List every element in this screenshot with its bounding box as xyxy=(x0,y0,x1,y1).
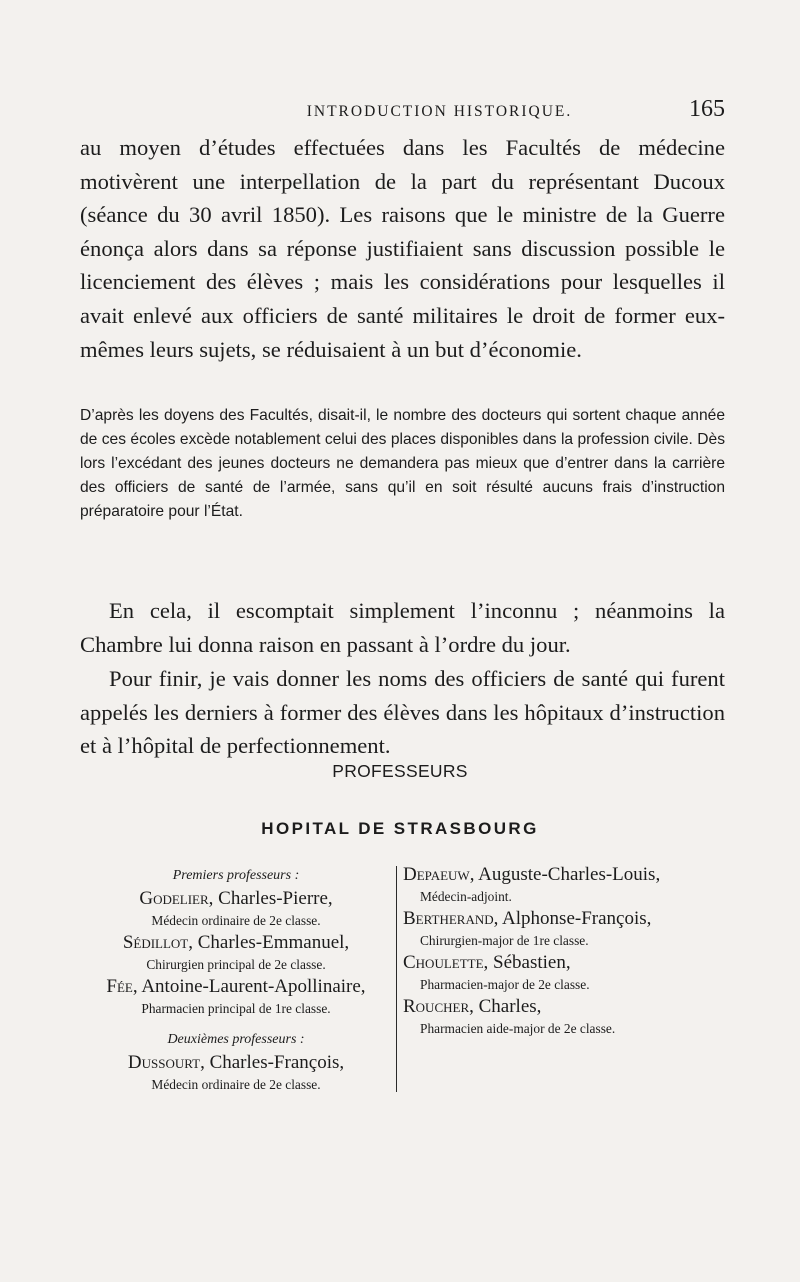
list-item xyxy=(80,1052,392,1096)
list-item xyxy=(400,908,730,952)
person-role: Médecin ordinaire de 2e classe. xyxy=(151,1077,321,1092)
first-professors-heading: Premiers professeurs : xyxy=(172,868,300,883)
person-given-names: , Charles-Emmanuel, xyxy=(188,932,350,953)
person-surname: Dussourt xyxy=(127,1052,201,1073)
right-column xyxy=(400,864,730,1040)
list-item xyxy=(400,864,730,908)
person-given-names: , Sébastien, xyxy=(483,952,571,973)
left-column xyxy=(80,864,392,1096)
person-given-names: , Auguste-Charles-Louis, xyxy=(469,864,661,885)
person-role: Médecin ordinaire de 2e classe. xyxy=(151,913,321,928)
person-surname: Fée xyxy=(106,976,133,997)
person-role: Chirurgien principal de 2e classe. xyxy=(146,957,326,972)
person-surname: Godelier xyxy=(139,888,209,909)
paragraph-3: Pour finir, je vais donner les noms des officiers de santé qui furent appelés les derniers à former des élèves dans les hôpitaux d’instruction et à l’hôpital de perfectionnement. xyxy=(80,666,725,759)
professors-list xyxy=(80,864,725,1094)
person-surname: Depaeuw xyxy=(403,864,470,885)
person-given-names: , Charles-Pierre, xyxy=(208,888,333,909)
page-header xyxy=(80,96,725,123)
list-item xyxy=(80,888,392,932)
person-role: Chirurgien-major de 1re classe. xyxy=(420,933,589,948)
person-given-names: , Charles, xyxy=(469,996,542,1017)
person-role: Pharmacien principal de 1re classe. xyxy=(141,1001,331,1016)
paragraph-1: au moyen d’études effectuées dans les Facultés de médecine motivèrent une interpellation de la part du représentant Ducoux (séance du 30 avril 1850). Les raisons que le ministre de la Guerre énonça alors dans sa réponse justifiaient sans discussion possible le licenciement des élèves ; mais les considérations pour lesquelles il avait enlevé aux officiers de santé militaires le droit de former eux-mêmes leurs sujets, se réduisaient à un but d’économie. xyxy=(80,135,725,362)
list-item xyxy=(80,932,392,976)
column-divider xyxy=(396,866,397,1092)
page-number: 165 xyxy=(689,96,725,122)
person-surname: Roucher xyxy=(403,996,470,1017)
second-professors-heading: Deuxièmes professeurs : xyxy=(167,1032,305,1047)
person-given-names: , Alphonse-François, xyxy=(493,908,652,929)
person-surname: Sédillot xyxy=(122,932,189,953)
person-role: Pharmacien aide-major de 2e classe. xyxy=(420,1021,616,1036)
list-item xyxy=(400,996,730,1040)
quoted-paragraph: D’après les doyens des Facultés, disait-il, le nombre des docteurs qui sortent chaque année de ces écoles excède notablement celui des places disponibles dans la profession civile. Dès lors l’excédant des jeunes docteurs ne demandera pas mieux que d’entrer dans la carrière des officiers de santé de l’armée, sans qu’il en soit résulté aucuns frais d’instruction préparatoire pour l’État. xyxy=(80,407,725,520)
person-surname: Choulette xyxy=(403,952,484,973)
person-given-names: , Charles-François, xyxy=(200,1052,345,1073)
paragraph-2: En cela, il escomptait simplement l’inconnu ; néanmoins la Chambre lui donna raison en passant à l’ordre du jour. xyxy=(80,598,725,657)
list-item xyxy=(400,952,730,996)
person-surname: Bertherand xyxy=(403,908,494,929)
person-given-names: , Antoine-Laurent-Apollinaire, xyxy=(132,976,366,997)
person-role: Médecin-adjoint. xyxy=(420,889,512,904)
list-item xyxy=(80,976,392,1020)
person-role: Pharmacien-major de 2e classe. xyxy=(420,977,590,992)
running-head: INTRODUCTION HISTORIQUE. xyxy=(306,103,573,120)
section-subtitle: HOPITAL DE STRASBOURG xyxy=(261,819,539,838)
section-title: PROFESSEURS xyxy=(332,761,468,781)
